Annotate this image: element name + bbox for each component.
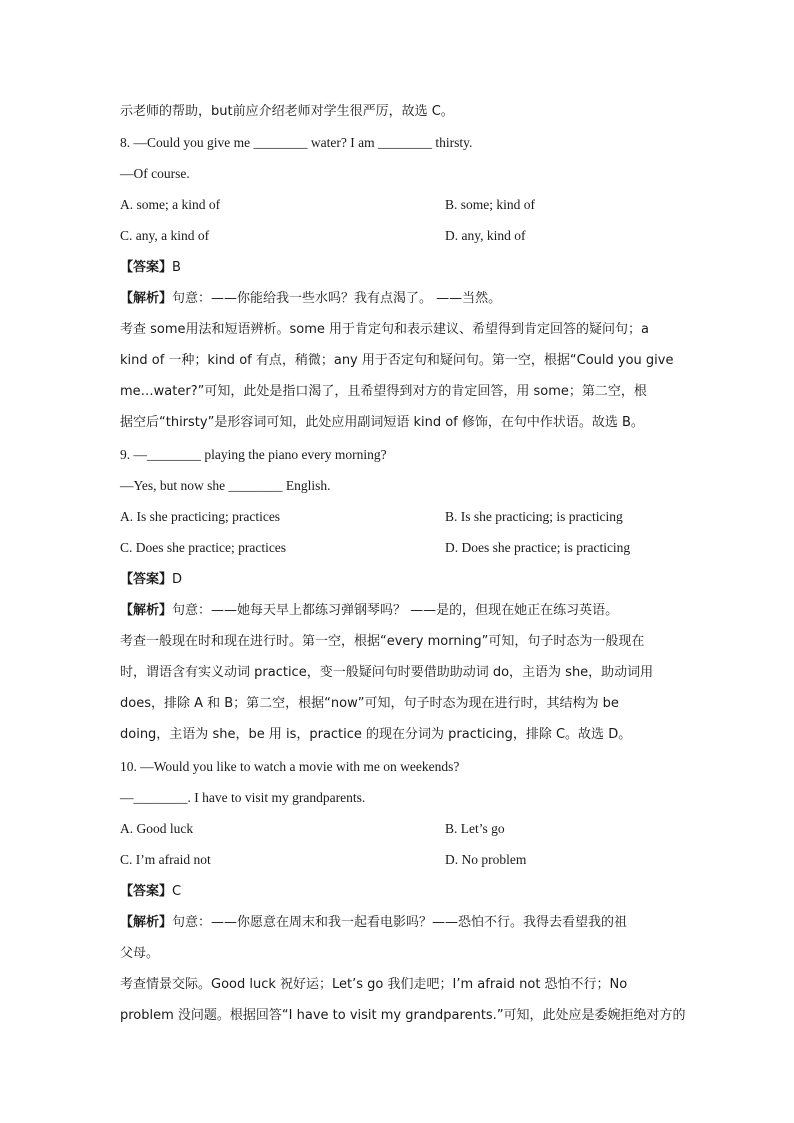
q10-answer [120, 883, 181, 901]
q8-analysis-5: 据空后“thirsty”是形容词可知，此处应用副词短语 kind of 修饰，在句中作状语。故选 B。 [120, 415, 644, 430]
q9-reply: —Yes, but now she ________ English. [120, 478, 331, 493]
q10-option-c: C. I’m afraid not [120, 852, 211, 867]
q10-analysis-4: problem 没问题。根据回答“I have to visit my grandparents.”可知，此处应是委婉拒绝对方的 [120, 1008, 686, 1023]
q9-analysis-label: 【解析】 [120, 603, 173, 618]
q8-stem: 8. —Could you give me ________ water? I am ________ thirsty. [120, 135, 473, 150]
q10-option-b: B. Let’s go [445, 821, 505, 836]
q10-option-a: A. Good luck [120, 821, 194, 836]
q8-option-a: A. some; a kind of [120, 197, 221, 212]
q8-answer-value: B [172, 260, 181, 275]
q9-analysis-text: 句意：——她每天早上都练习弹钢琴吗？ ——是的，但现在她正在练习英语。 [172, 603, 619, 618]
q10-reply: —________. I have to visit my grandparents. [120, 790, 366, 805]
q8-reply: —Of course. [120, 166, 190, 181]
q8-analysis-3: kind of 一种；kind of 有点，稍微；any 用于否定句和疑问句。第一空，根据“Could you give [120, 353, 674, 368]
q9-answer-label: 【答案】 [120, 572, 173, 587]
q8-option-c: C. any, a kind of [120, 228, 210, 243]
q8-option-b: B. some; kind of [445, 197, 535, 212]
q9-option-c: C. Does she practice; practices [120, 540, 287, 555]
q10-analysis-1 [120, 914, 627, 932]
q10-analysis-text: 句意：——你愿意在周末和我一起看电影吗？——恐怕不行。我得去看望我的祖 [172, 915, 628, 930]
q10-analysis-2: 父母。 [120, 946, 160, 961]
q8-analysis-label: 【解析】 [120, 291, 173, 306]
q8-option-d: D. any, kind of [445, 228, 526, 243]
q9-analysis-5: doing，主语为 she，be 用 is，practice 的现在分词为 practicing，排除 C。故选 D。 [120, 727, 632, 742]
q10-answer-value: C [172, 884, 182, 899]
q9-answer [120, 571, 182, 589]
q10-analysis-3: 考查情景交际。Good luck 祝好运；Let’s go 我们走吧；I’m afraid not 恐怕不行；No [120, 977, 628, 992]
q10-analysis-label: 【解析】 [120, 915, 173, 930]
q10-stem: 10. —Would you like to watch a movie with me on weekends? [120, 759, 460, 774]
q9-analysis-3: 时，谓语含有实义动词 practice，变一般疑问句时要借助助动词 do，主语为 she，助动词用 [120, 665, 654, 680]
q9-answer-value: D [172, 572, 183, 587]
q9-analysis-2: 考查一般现在时和现在进行时。第一空，根据“every morning”可知，句子时态为一般现在 [120, 634, 645, 649]
q8-analysis-1 [120, 290, 501, 308]
q10-answer-label: 【答案】 [120, 884, 173, 899]
q8-analysis-4: me…water?”可知，此处是指口渴了，且希望得到对方的肯定回答，用 some；第二空，根 [120, 384, 647, 399]
q9-stem: 9. —________ playing the piano every morning? [120, 447, 387, 462]
q8-analysis-text: 句意：——你能给我一些水吗？我有点渴了。 ——当然。 [172, 291, 502, 306]
q9-option-d: D. Does she practice; is practicing [445, 540, 631, 555]
q8-answer-label: 【答案】 [120, 260, 173, 275]
q9-analysis-4: does，排除 A 和 B；第二空，根据“now”可知，句子时态为现在进行时，其结构为 be [120, 696, 619, 711]
q9-option-a: A. Is she practicing; practices [120, 509, 281, 524]
q8-analysis-2: 考查 some用法和短语辨析。some 用于肯定句和表示建议、希望得到肯定回答的疑问句；a [120, 322, 650, 337]
q9-analysis-1 [120, 602, 618, 620]
q8-answer [120, 259, 181, 277]
intro-text: 示老师的帮助，but前应介绍老师对学生很严厉，故选 C。 [120, 104, 454, 119]
q10-option-d: D. No problem [445, 852, 527, 867]
q9-option-b: B. Is she practicing; is practicing [445, 509, 623, 524]
